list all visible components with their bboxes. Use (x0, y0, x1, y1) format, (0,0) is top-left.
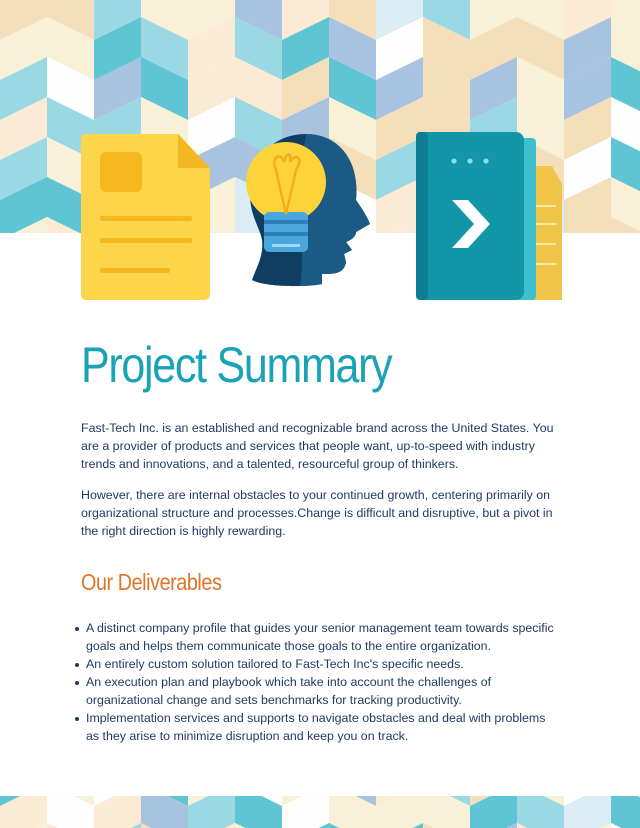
lightbulb-head-icon (246, 134, 370, 286)
bottom-geometric-banner (0, 796, 640, 828)
list-item: A distinct company profile that guides your senior management team towards specific goals and helps them communicate those goals to the entire organization. (86, 619, 556, 655)
document-icon (81, 134, 210, 300)
page-title: Project Summary (81, 337, 392, 393)
list-item: An execution plan and playbook which take into account the challenges of organizational change and sets benchmarks for tracking productivity. (86, 673, 556, 709)
summary-paragraph: Fast-Tech Inc. is an established and recognizable brand across the United States. You are a provider of products and services that people want, up-to-speed with industry trends and innovations, and a talented, resourceful group of thinkers. (81, 421, 554, 471)
folder-arrow-icon (416, 132, 562, 300)
list-item: An entirely custom solution tailored to Fast-Tech Inc's specific needs. (86, 655, 556, 673)
deliverables-list (86, 619, 556, 745)
deliverables-heading: Our Deliverables (81, 569, 222, 595)
summary-paragraph: However, there are internal obstacles to your continued growth, centering primarily on organizational structure and processes.Change is difficult and disruptive, but a pivot in the right direction is highly rewarding. (81, 488, 553, 538)
geometric-pattern-banner (0, 796, 640, 828)
pattern-tile (611, 796, 640, 828)
hero-illustration (0, 128, 640, 308)
list-item: Implementation services and supports to navigate obstacles and deal with problems as they arise to minimize disruption and keep you on track. (86, 709, 556, 745)
